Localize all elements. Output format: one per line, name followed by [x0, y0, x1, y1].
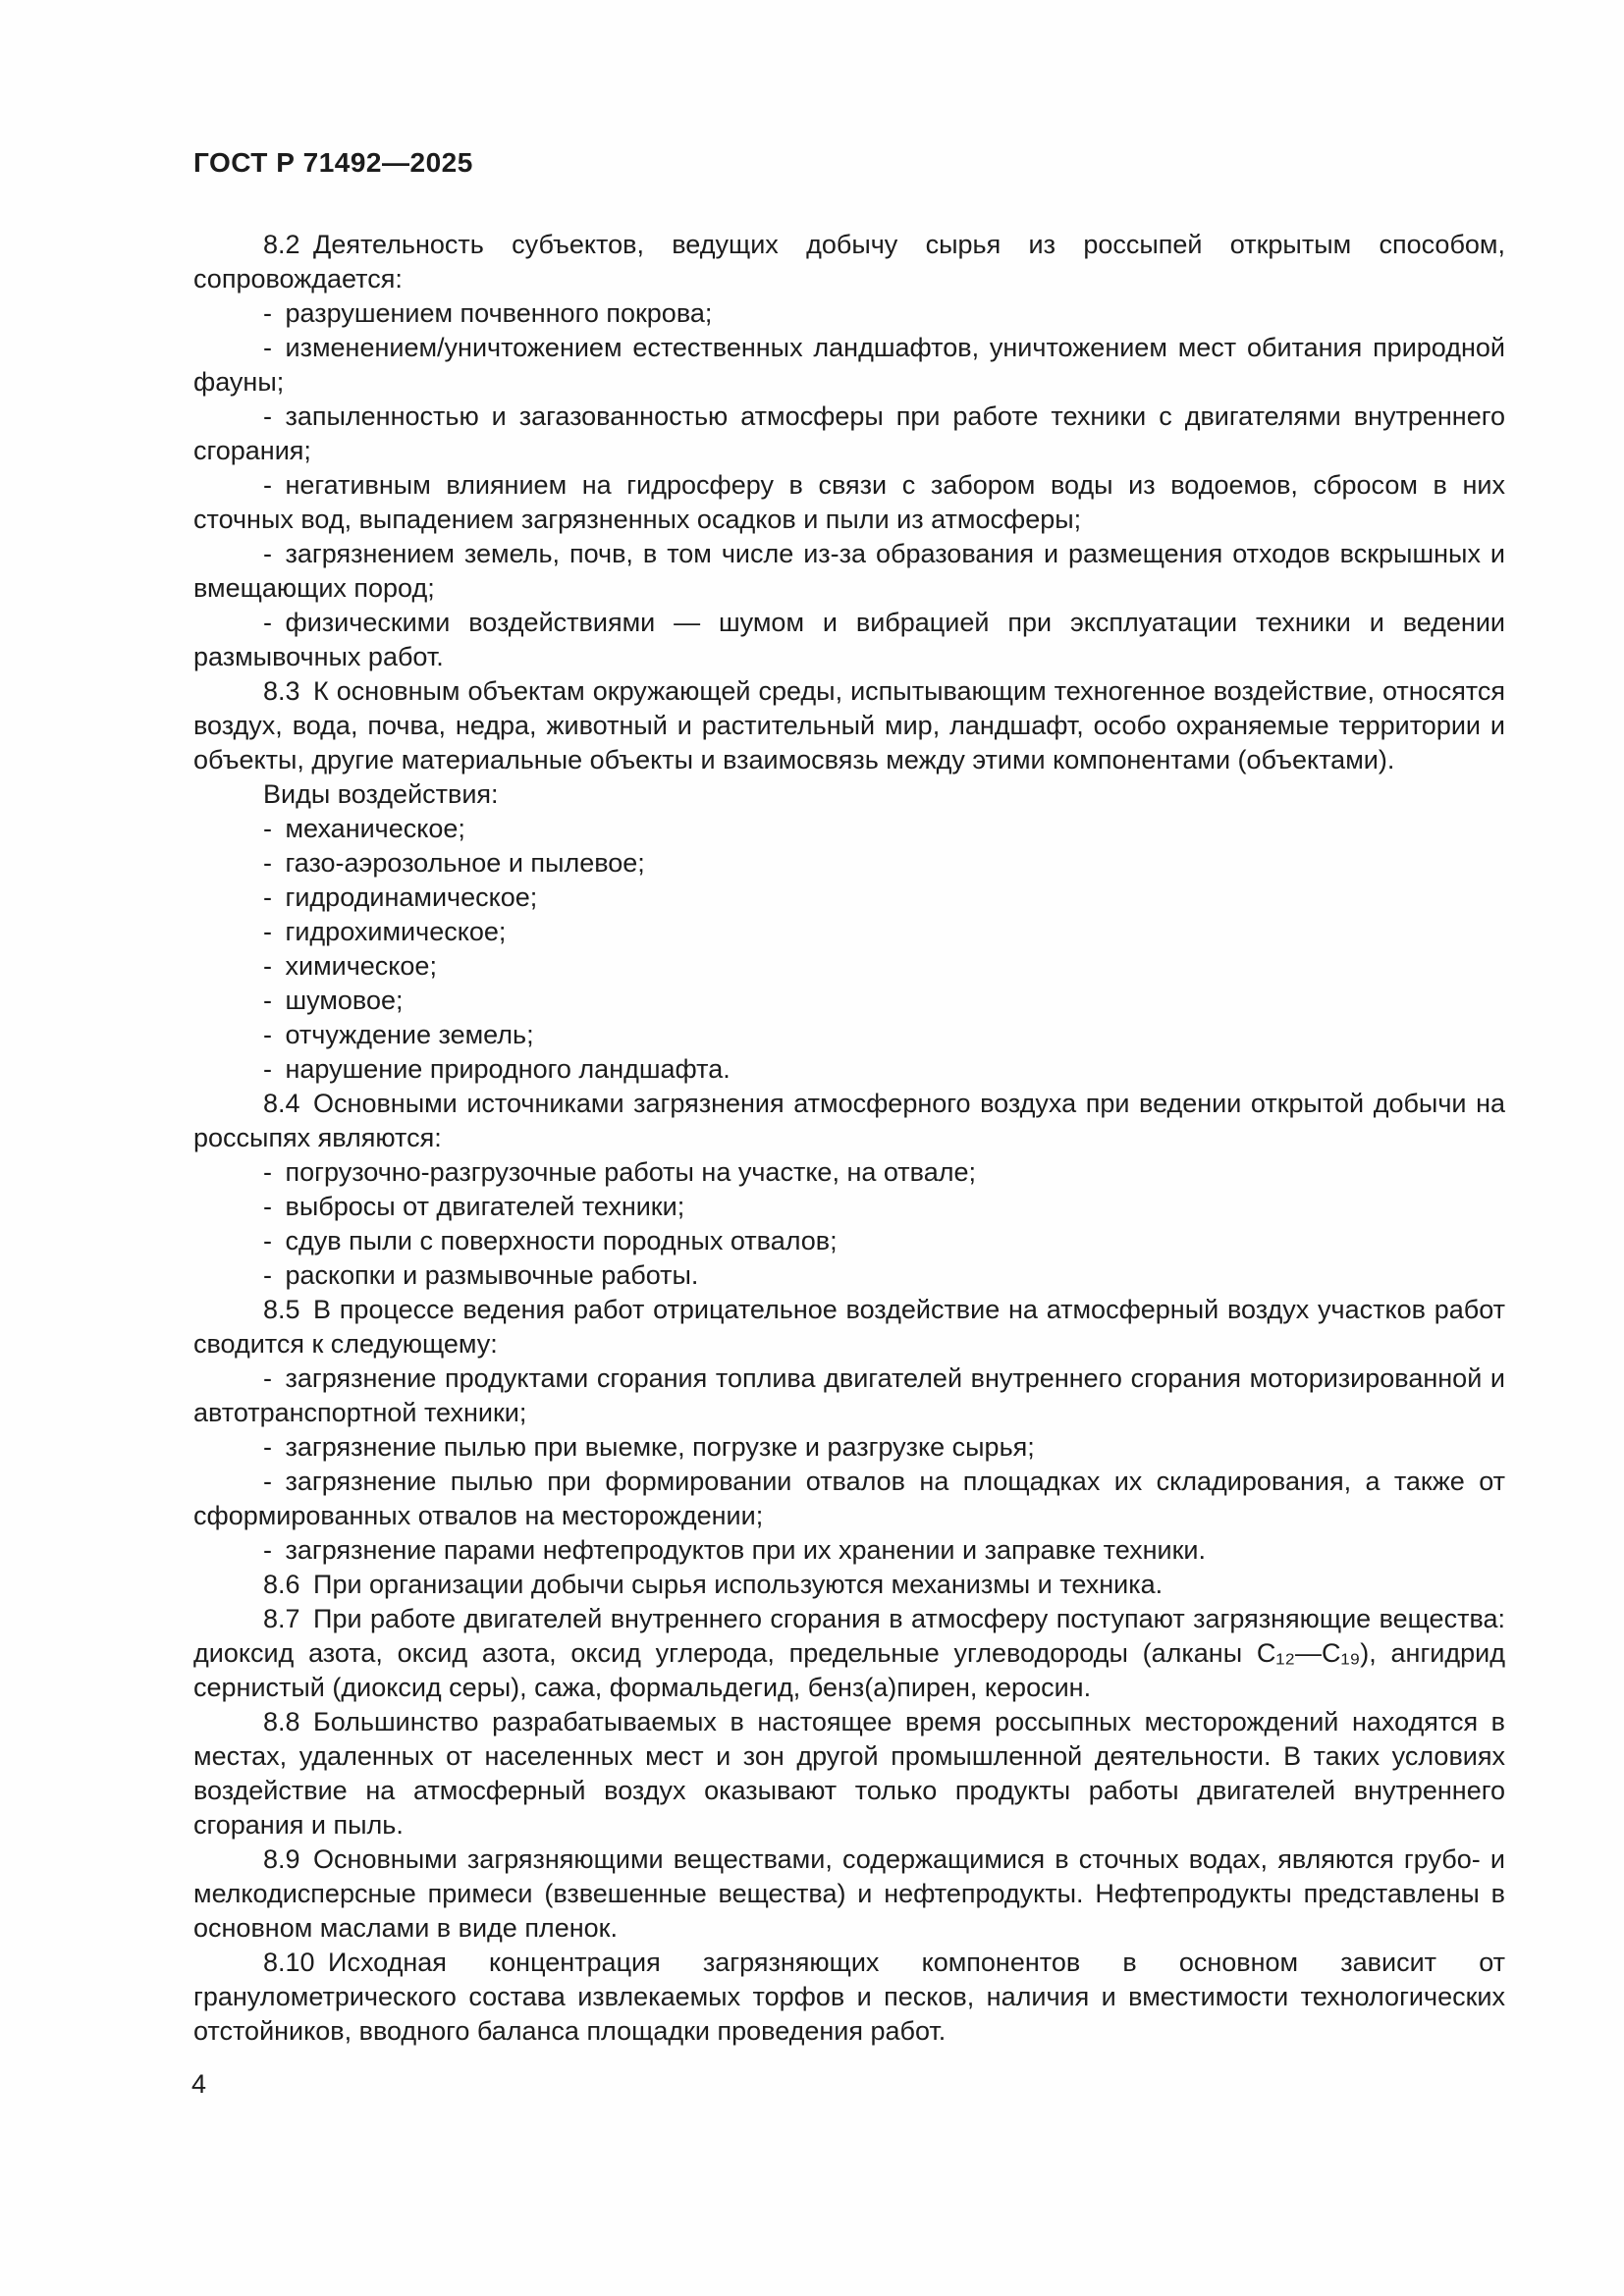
list-item: - запыленностью и загазованностью атмосферы при работе техники с двигателями внутреннего сгорания; — [193, 401, 1505, 465]
document-standard-number: ГОСТ Р 71492—2025 — [193, 147, 473, 178]
paragraph: Виды воздействия: — [263, 779, 499, 809]
list-item: - негативным влиянием на гидросферу в связи с забором воды из водоемов, сбросом в них сточных вод, выпадением загрязненных осадков и пыли из атмосферы; — [193, 470, 1505, 534]
paragraph-8-6: 8.6 При организации добычи сырья используются механизмы и техника. — [263, 1570, 1164, 1599]
list-item: - изменением/уничтожением естественных ландшафтов, уничтожением мест обитания природной фауны; — [193, 333, 1505, 397]
list-item: - загрязнение пылью при выемке, погрузке и разгрузке сырья; — [263, 1432, 1035, 1462]
paragraph-8-5: 8.5 В процессе ведения работ отрицательное воздействие на атмосферный воздух участков работ сводится к следующему: — [193, 1295, 1505, 1359]
paragraph-8-2: 8.2 Деятельность субъектов, ведущих добычу сырья из россыпей открытым способом, сопровождается: — [193, 230, 1505, 294]
list-item: - газо-аэрозольное и пылевое; — [263, 848, 645, 878]
list-item: - загрязнение продуктами сгорания топлива двигателей внутреннего сгорания моторизированной и автотранспортной техники; — [193, 1363, 1505, 1427]
list-item: - погрузочно-разгрузочные работы на участке, на отвале; — [263, 1157, 976, 1187]
list-item: - выбросы от двигателей техники; — [263, 1192, 685, 1221]
list-item: - разрушением почвенного покрова; — [263, 298, 713, 328]
paragraph-8-7: 8.7 При работе двигателей внутреннего сгорания в атмосферу поступают загрязняющие вещества: диоксид азота, оксид азота, оксид углерода, предельные углеводороды (алканы С₁₂—С₁₉), ангидрид сернистый (диоксид серы), сажа, формальдегид, бенз(а)пирен, керосин. — [193, 1604, 1505, 1702]
paragraph-8-8: 8.8 Большинство разрабатываемых в настоящее время россыпных месторождений находятся в местах, удаленных от населенных мест и зон другой промышленной деятельности. В таких условиях воздействие на атмосферный воздух оказывают только продукты работы двигателей внутреннего сгорания и пыль. — [193, 1707, 1505, 1840]
list-item: - гидродинамическое; — [263, 882, 538, 912]
list-item: - химическое; — [263, 951, 437, 981]
paragraph-8-4: 8.4 Основными источниками загрязнения атмосферного воздуха при ведении открытой добычи на россыпях являются: — [193, 1089, 1505, 1152]
list-item: - загрязнение пылью при формировании отвалов на площадках их складирования, а также от сформированных отвалов на месторождении; — [193, 1467, 1505, 1530]
paragraph-8-3: 8.3 К основным объектам окружающей среды, испытывающим техногенное воздействие, относятся воздух, вода, почва, недра, животный и растительный мир, ландшафт, особо охраняемые территории и объекты, другие материальные объекты и взаимосвязь между этими компонентами (объектами). — [193, 676, 1505, 774]
paragraph-8-9: 8.9 Основными загрязняющими веществами, содержащимися в сточных водах, являются грубо- и мелкодисперсные примеси (взвешенные вещества) и нефтепродукты. Нефтепродукты представлены в основном маслами в виде пленок. — [193, 1844, 1505, 1943]
list-item: - сдув пыли с поверхности породных отвалов; — [263, 1226, 838, 1255]
paragraph-8-10: 8.10 Исходная концентрация загрязняющих компонентов в основном зависит от гранулометрического состава извлекаемых торфов и песков, наличия и вместимости технологических отстойников, вводного баланса площадки проведения работ. — [193, 1948, 1505, 2046]
list-item: - нарушение природного ландшафта. — [263, 1054, 731, 1084]
list-item: - механическое; — [263, 814, 465, 843]
list-item: - загрязнение парами нефтепродуктов при их хранении и заправке техники. — [263, 1535, 1207, 1565]
document-body — [193, 228, 1505, 2049]
page-number: 4 — [191, 2069, 207, 2099]
list-item: - шумовое; — [263, 986, 404, 1015]
list-item: - раскопки и размывочные работы. — [263, 1260, 699, 1290]
list-item: - загрязнением земель, почв, в том числе из-за образования и размещения отходов вскрышных и вмещающих пород; — [193, 539, 1505, 603]
list-item: - отчуждение земель; — [263, 1020, 534, 1049]
list-item: - гидрохимическое; — [263, 917, 507, 946]
list-item: - физическими воздействиями — шумом и вибрацией при эксплуатации техники и ведении размывочных работ. — [193, 608, 1505, 671]
